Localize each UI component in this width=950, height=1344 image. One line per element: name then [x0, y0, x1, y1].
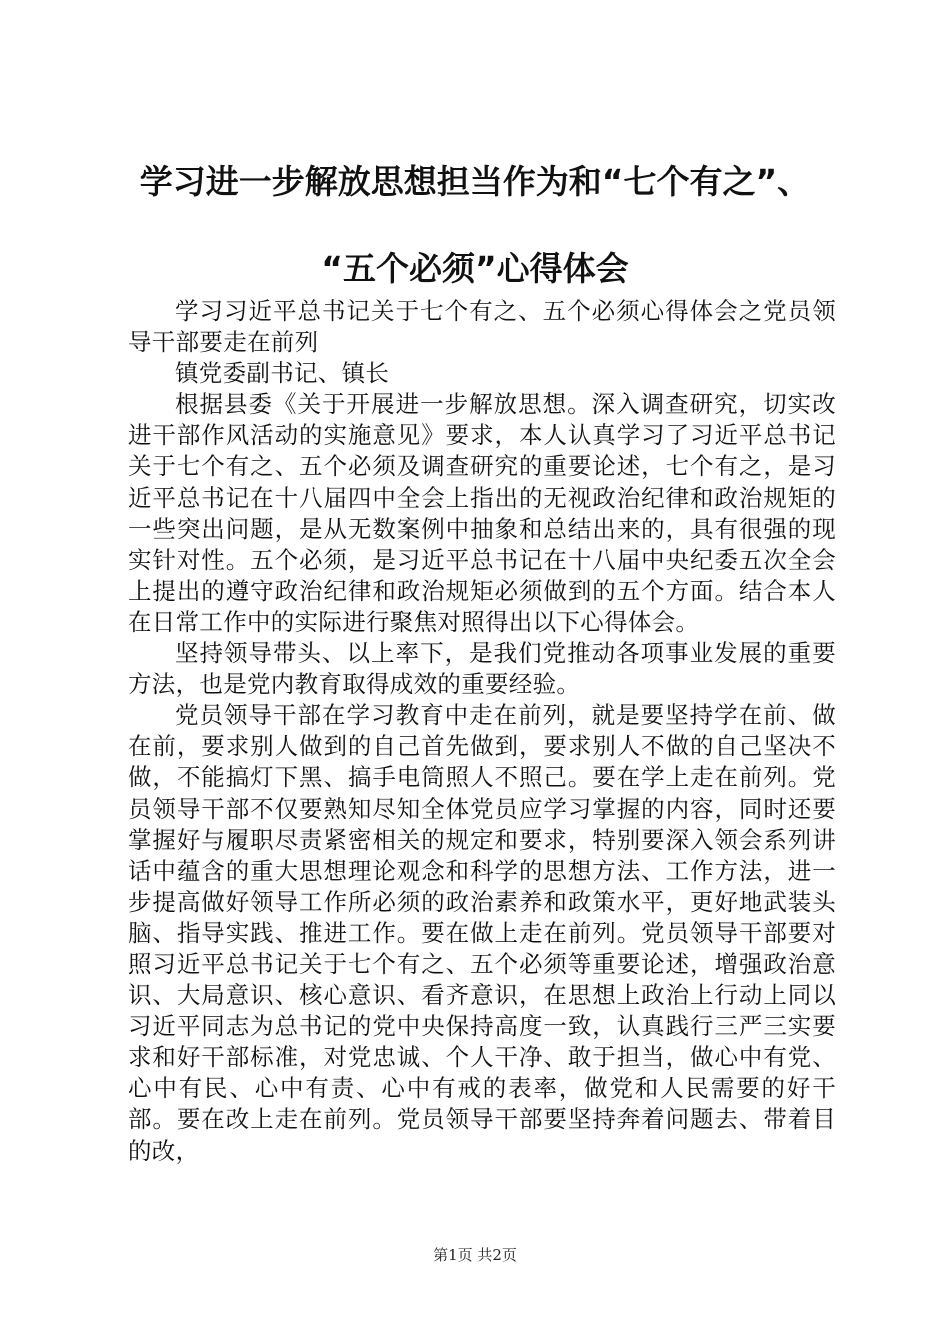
document-title-line-2: “五个必须”心得体会: [321, 249, 629, 288]
document-body: [128, 296, 836, 1167]
paragraph-leadership: 坚持领导带头、以上率下，是我们党推动各项事业发展的重要方法，也是党内教育取得成效的重要经验。: [128, 639, 836, 699]
paragraph-intro: 根据县委《关于开展进一步解放思想。深入调查研究，切实改进干部作风活动的实施意见》要求，本人认真学习了习近平总书记关于七个有之、五个必须及调查研究的重要论述，七个有之，是习近平总书记在十八届四中全会上指出的无视政治纪律和政治规矩的一些突出问题，是从无数案例中抽象和总结出来的，具有很强的现实针对性。五个必须，是习近平总书记在十八届中央纪委五次全会上提出的遵守政治纪律和政治规矩必须做到的五个方面。结合本人在日常工作中的实际进行聚焦对照得出以下心得体会。: [128, 390, 836, 636]
paragraph-heading: 学习习近平总书记关于七个有之、五个必须心得体会之党员领导干部要走在前列: [128, 297, 836, 357]
paragraph-author: 镇党委副书记、镇长: [175, 359, 390, 388]
document-title-line-1: 学习进一步解放思想担当作为和“七个有之”、: [139, 162, 811, 201]
page-number-footer: 第1页 共2页: [433, 1246, 517, 1264]
paragraph-main: 党员领导干部在学习教育中走在前列，就是要坚持学在前、做在前，要求别人做到的自己首先做到，要求别人不做的自己坚决不做，不能搞灯下黑、搞手电筒照人不照己。要在学上走在前列。党员领导干部不仅要熟知尽知全体党员应学习掌握的内容，同时还要掌握好与履职尽责紧密相关的规定和要求，特别要深入领会系列讲话中蕴含的重大思想理论观念和科学的思想方法、工作方法，进一步提高做好领导工作所必须的政治素养和政策水平，更好地武装头脑、指导实践、推进工作。要在做上走在前列。党员领导干部要对照习近平总书记关于七个有之、五个必须等重要论述，增强政治意识、大局意识、核心意识、看齐意识，在思想上政治上行动上同以习近平同志为总书记的党中央保持高度一致，认真践行三严三实要求和好干部标准，对党忠诚、个人干净、敢于担当，做心中有党、心中有民、心中有责、心中有戒的表率，做党和人民需要的好干部。要在改上走在前列。党员领导干部要坚持奔着问题去、带着目的改，: [128, 701, 836, 1165]
